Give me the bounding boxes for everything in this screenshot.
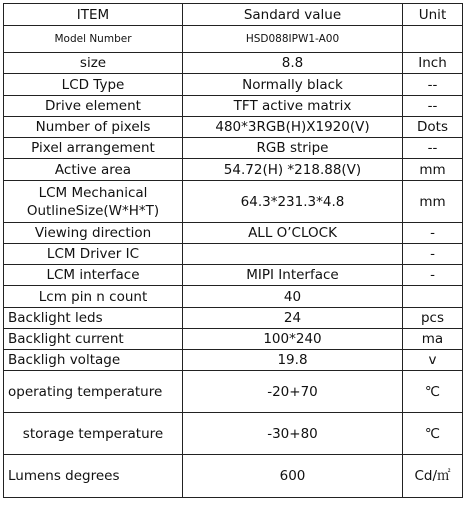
row-value bbox=[183, 244, 403, 265]
row-value: -30+80 bbox=[183, 413, 403, 455]
table-row bbox=[4, 329, 463, 350]
row-unit: -- bbox=[403, 138, 463, 159]
header-item: ITEM bbox=[4, 4, 183, 26]
row-unit: Cd/㎡ bbox=[403, 455, 463, 498]
row-item: Backlight leds bbox=[4, 308, 183, 329]
row-unit: ℃ bbox=[403, 371, 463, 413]
row-unit: mm bbox=[403, 181, 463, 223]
row-unit: Dots bbox=[403, 117, 463, 138]
row-unit: mm bbox=[403, 159, 463, 181]
row-item: LCD Type bbox=[4, 74, 183, 96]
row-value: -20+70 bbox=[183, 371, 403, 413]
table-row bbox=[4, 308, 463, 329]
row-item: storage temperature bbox=[4, 413, 183, 455]
table-row bbox=[4, 371, 463, 413]
row-value: MIPI Interface bbox=[183, 265, 403, 286]
row-unit: - bbox=[403, 223, 463, 244]
row-value: 40 bbox=[183, 286, 403, 308]
row-item: Lcm pin n count bbox=[4, 286, 183, 308]
row-item: LCM Driver IC bbox=[4, 244, 183, 265]
row-item: LCM interface bbox=[4, 265, 183, 286]
table-row bbox=[4, 455, 463, 498]
row-item-line1: LCM Mechanical bbox=[38, 184, 148, 201]
row-value: 600 bbox=[183, 455, 403, 498]
row-unit: v bbox=[403, 350, 463, 371]
row-unit bbox=[403, 286, 463, 308]
row-value: TFT active matrix bbox=[183, 96, 403, 117]
row-unit: - bbox=[403, 244, 463, 265]
spec-table bbox=[3, 3, 463, 498]
row-item: size bbox=[4, 53, 183, 74]
row-value: RGB stripe bbox=[183, 138, 403, 159]
row-item: Model Number bbox=[4, 26, 183, 53]
table-row bbox=[4, 244, 463, 265]
table-header-row bbox=[4, 4, 463, 26]
table-row bbox=[4, 413, 463, 455]
row-item: Active area bbox=[4, 159, 183, 181]
table-row bbox=[4, 96, 463, 117]
row-value: Normally black bbox=[183, 74, 403, 96]
row-item: Pixel arrangement bbox=[4, 138, 183, 159]
row-unit: ma bbox=[403, 329, 463, 350]
table-row bbox=[4, 223, 463, 244]
table-row bbox=[4, 286, 463, 308]
table-row bbox=[4, 117, 463, 138]
row-value: 64.3*231.3*4.8 bbox=[183, 181, 403, 223]
row-unit: - bbox=[403, 265, 463, 286]
table-row bbox=[4, 138, 463, 159]
row-unit: pcs bbox=[403, 308, 463, 329]
table-row bbox=[4, 265, 463, 286]
row-item-line2: OutlineSize(W*H*T) bbox=[26, 202, 160, 219]
header-unit: Unit bbox=[403, 4, 463, 26]
row-unit: -- bbox=[403, 96, 463, 117]
table-row bbox=[4, 181, 463, 223]
row-value: 100*240 bbox=[183, 329, 403, 350]
row-value: HSD088IPW1-A00 bbox=[183, 26, 403, 53]
row-value: 8.8 bbox=[183, 53, 403, 74]
header-value: Sandard value bbox=[183, 4, 403, 26]
table-row bbox=[4, 350, 463, 371]
row-item: Lumens degrees bbox=[4, 455, 183, 498]
table-row bbox=[4, 74, 463, 96]
row-item: Number of pixels bbox=[4, 117, 183, 138]
row-value: 480*3RGB(H)X1920(V) bbox=[183, 117, 403, 138]
table-row bbox=[4, 53, 463, 74]
row-unit: ℃ bbox=[403, 413, 463, 455]
row-unit: Inch bbox=[403, 53, 463, 74]
row-value: 19.8 bbox=[183, 350, 403, 371]
row-value: 54.72(H) *218.88(V) bbox=[183, 159, 403, 181]
row-item: operating temperature bbox=[4, 371, 183, 413]
table-row bbox=[4, 26, 463, 53]
row-item: Backlight current bbox=[4, 329, 183, 350]
table-row bbox=[4, 159, 463, 181]
row-value: 24 bbox=[183, 308, 403, 329]
row-unit bbox=[403, 26, 463, 53]
row-value: ALL O’CLOCK bbox=[183, 223, 403, 244]
row-item bbox=[4, 181, 183, 223]
row-item: Viewing direction bbox=[4, 223, 183, 244]
row-item: Drive element bbox=[4, 96, 183, 117]
row-item: Backligh voltage bbox=[4, 350, 183, 371]
row-unit: -- bbox=[403, 74, 463, 96]
